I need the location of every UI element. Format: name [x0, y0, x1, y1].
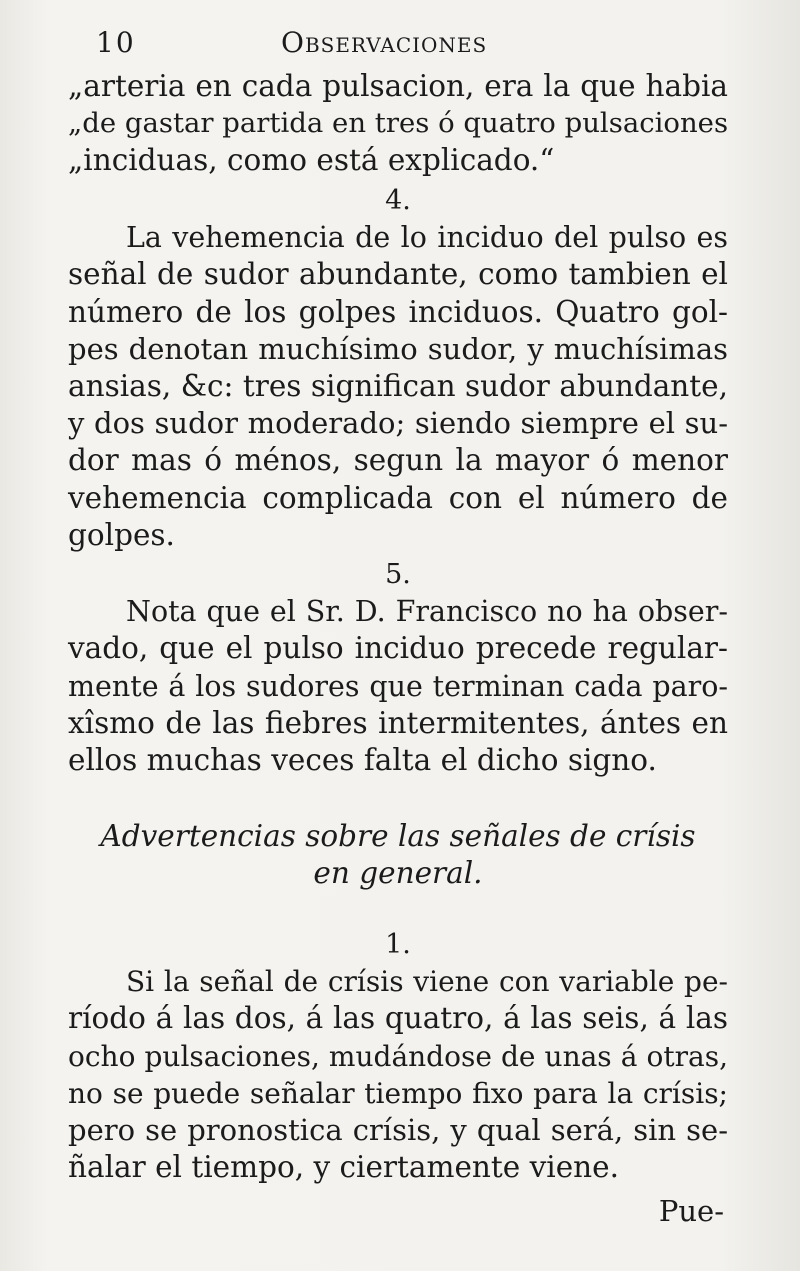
section-heading: [68, 818, 728, 892]
quote-ending: [68, 68, 728, 180]
text-line: ñalar el tiempo, y ciertamente viene.: [68, 1150, 619, 1185]
text-line: Si la señal de crísis viene con variable pe-: [126, 965, 728, 999]
text-line: ellos muchas veces falta el dicho signo.: [68, 743, 657, 778]
text-line: golpes.: [68, 517, 175, 552]
text-line: „arteria en cada pulsacion, era la que habia: [68, 69, 728, 103]
text-line: dor mas ó ménos, segun la mayor ó menor: [68, 443, 728, 478]
text-line: y dos sudor moderado; siendo siempre el su-: [68, 406, 728, 441]
text-line: ansias, &c: tres significan sudor abundante,: [68, 369, 728, 404]
section-4: [68, 182, 728, 554]
section-number: 5.: [385, 559, 411, 590]
text-line: vehemencia complicada con el número de: [68, 480, 728, 515]
text-line: pes denotan muchísimo sudor, y muchísimas: [68, 331, 728, 366]
text-line: pero se pronostica crísis, y qual será, sin se-: [68, 1113, 728, 1148]
heading-line: Advertencias sobre las señales de crísis: [100, 819, 696, 853]
catchword: Pue-: [658, 1194, 724, 1228]
text-line: vado, que el pulso inciduo precede regular-: [68, 631, 728, 666]
section-1: [68, 926, 728, 1186]
text-line: señal de sudor abundante, como tambien el: [68, 257, 728, 292]
section-5: [68, 556, 728, 779]
text-line: La vehemencia de lo inciduo del pulso es: [126, 221, 728, 255]
section-number: 4.: [385, 185, 411, 216]
text-line: no se puede señalar tiempo fixo para la crísis;: [68, 1076, 728, 1110]
section-number: 1.: [385, 929, 411, 960]
text-line: „de gastar partida en tres ó quatro pulsaciones: [68, 107, 729, 140]
heading-line: en general.: [313, 856, 483, 891]
running-head: Observaciones: [281, 26, 488, 59]
text-line: xîsmo de las fiebres intermitentes, ántes en: [68, 705, 728, 740]
text-line: „inciduas, como está explicado.“: [68, 143, 555, 178]
page-header: [96, 26, 736, 62]
text-line: número de los golpes inciduos. Quatro gol-: [68, 294, 728, 329]
text-line: mente á los sudores que terminan cada paro-: [68, 669, 728, 703]
text-line: Nota que el Sr. D. Francisco no ha obser-: [126, 595, 728, 629]
text-line: ocho pulsaciones, mudándose de unas á otras,: [68, 1039, 728, 1073]
text-line: ríodo á las dos, á las quatro, á las seis, á las: [68, 1001, 728, 1036]
page-number: 10: [96, 26, 136, 59]
